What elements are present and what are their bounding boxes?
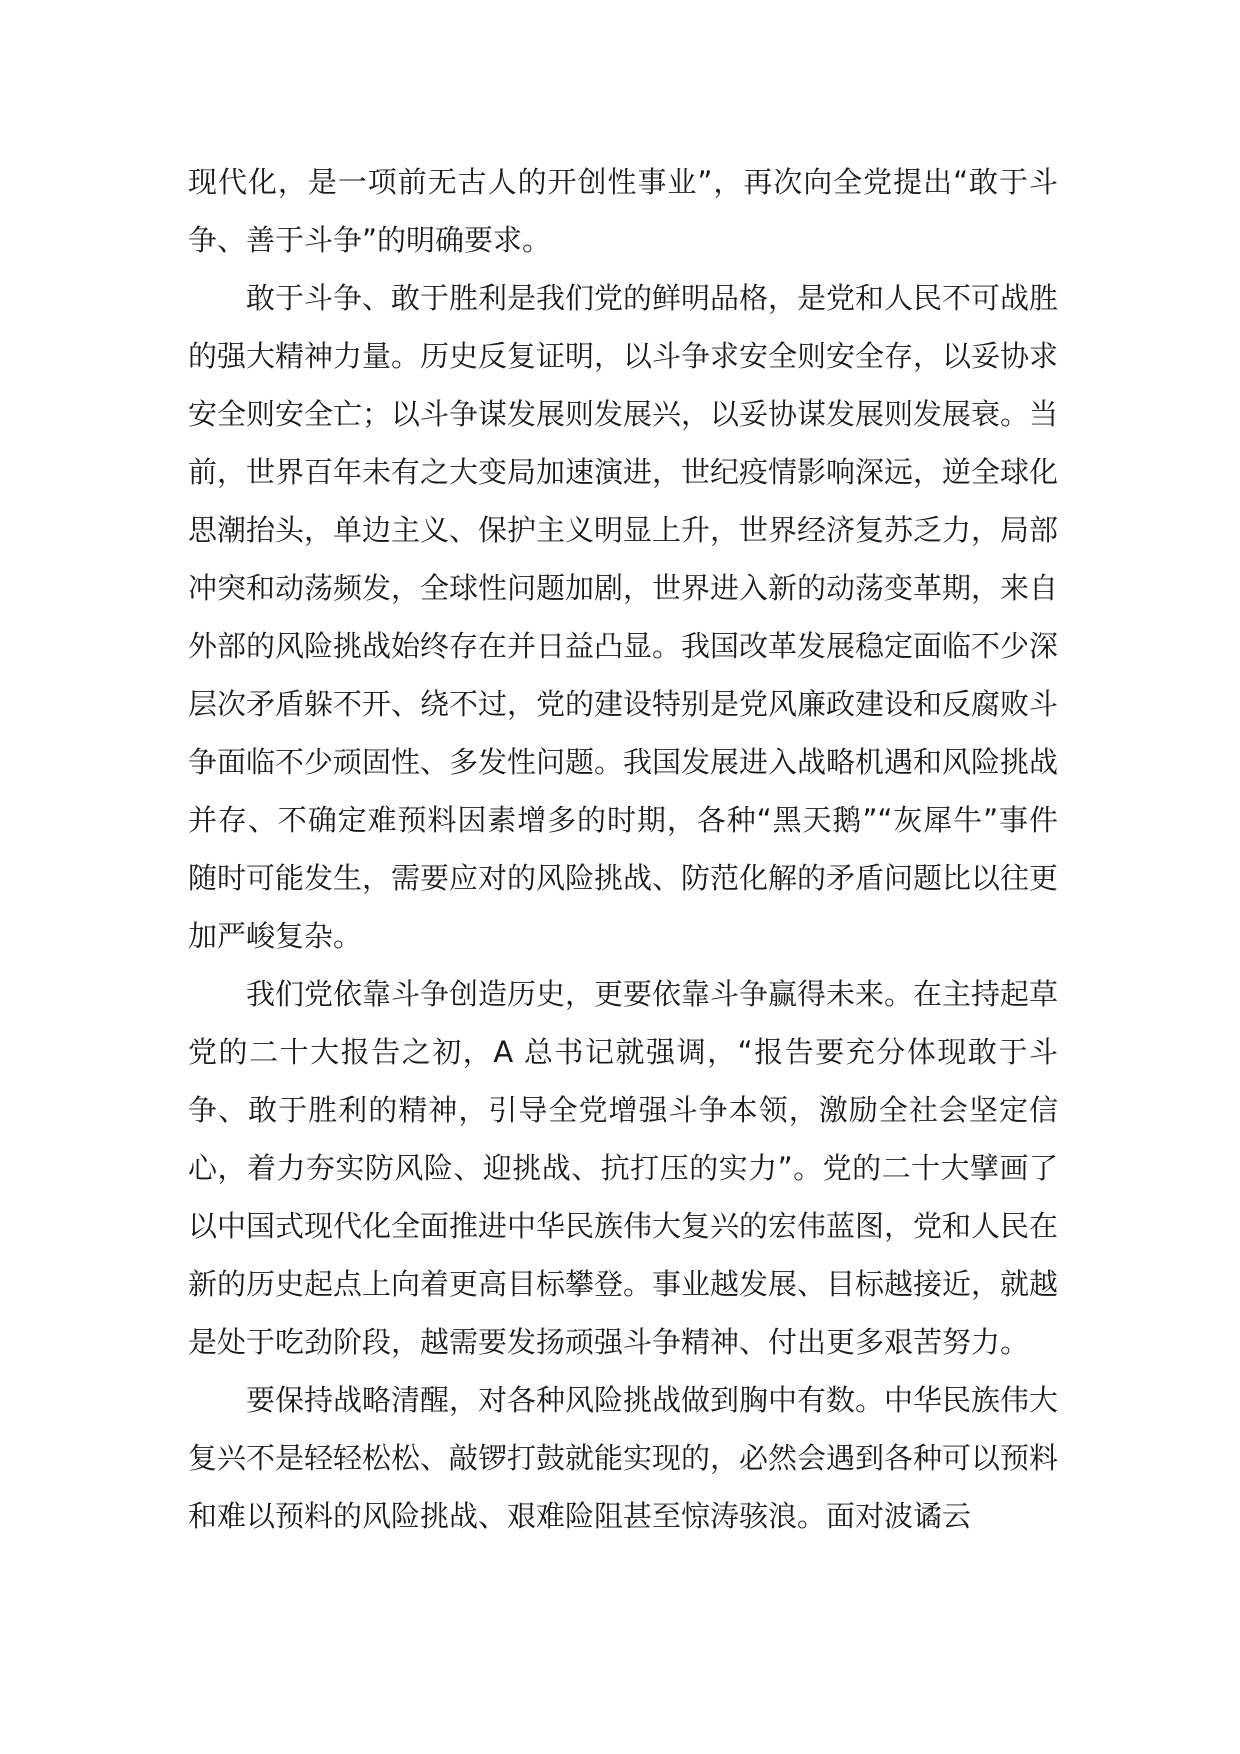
paragraph-continuation: 现代化，是一项前无古人的开创性事业”，再次向全党提出“敢于斗争、善于斗争”的明确要求。 (188, 165, 1058, 257)
paragraph-struggle-future: 我们党依靠斗争创造历史，更要依靠斗争赢得未来。在主持起草党的二十大报告之初，A 总书记就强调，“报告要充分体现敢于斗争、敢于胜利的精神，引导全党增强斗争本领，激励全社会坚定信心，着力夯实防风险、迎挑战、抗打压的实力”。党的二十大擘画了以中国式现代化全面推进中华民族伟大复兴的宏伟蓝图，党和人民在新的历史起点上向着更高目标攀登。事业越发展、目标越接近，就越是处于吃劲阶段，越需要发扬顽强斗争精神、付出更多艰苦努力。 (188, 977, 1059, 1359)
document-body (188, 153, 1058, 1545)
paragraph-struggle-character: 敢于斗争、敢于胜利是我们党的鲜明品格，是党和人民不可战胜的强大精神力量。历史反复证明，以斗争求安全则安全存，以妥协求安全则安全亡；以斗争谋发展则发展兴，以妥协谋发展则发展衰。当前，世界百年未有之大变局加速演进，世纪疫情影响深远，逆全球化思潮抬头，单边主义、保护主义明显上升，世界经济复苏乏力，局部冲突和动荡频发，全球性问题加剧，世界进入新的动荡变革期，来自外部的风险挑战始终存在并日益凸显。我国改革发展稳定面临不少深层次矛盾躲不开、绕不过，党的建设特别是党风廉政建设和反腐败斗争面临不少顽固性、多发性问题。我国发展进入战略机遇和风险挑战并存、不确定难预料因素增多的时期，各种“黑天鹅”“灰犀牛”事件随时可能发生，需要应对的风险挑战、防范化解的矛盾问题比以往更加严峻复杂。 (188, 281, 1059, 953)
paragraph-strategic-clarity: 要保持战略清醒，对各种风险挑战做到胸中有数。中华民族伟大复兴不是轻轻松松、敲锣打鼓就能实现的，必然会遇到各种可以预料和难以预料的风险挑战、艰难险阻甚至惊涛骇浪。面对波谲云 (188, 1383, 1059, 1533)
